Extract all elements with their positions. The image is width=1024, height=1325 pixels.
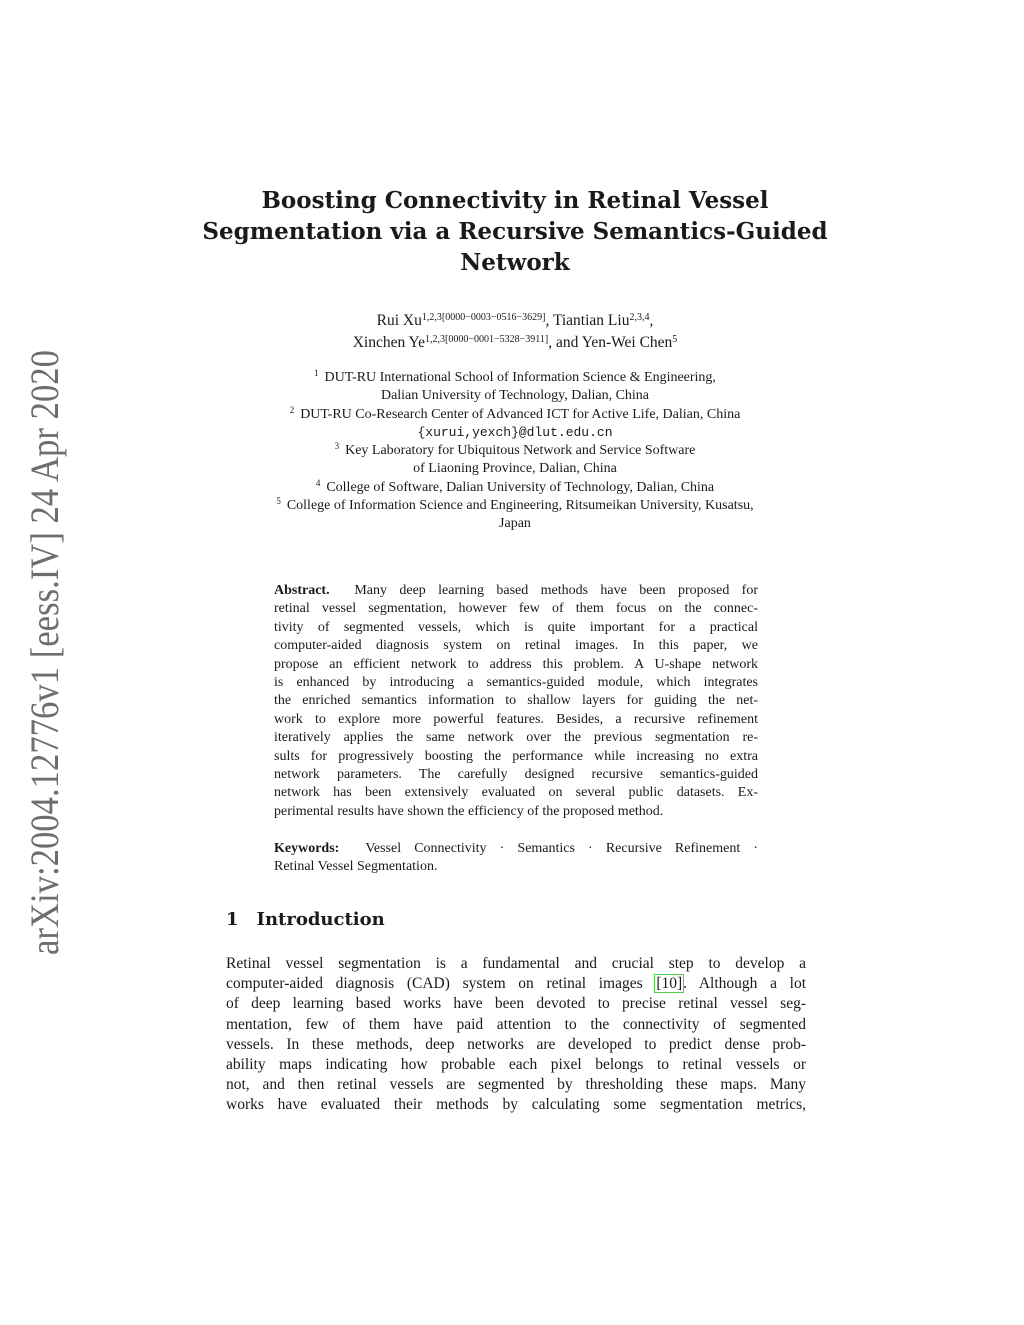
affiliation-5-number: 5 (276, 496, 281, 507)
author-affiliation-1: 1,2,3[0000−0003−0516−3629] (421, 312, 546, 323)
affiliation-4-number: 4 (315, 477, 321, 488)
abstract-line: work to explore more powerful features. Besides, a recursive refinement (274, 711, 758, 727)
author-email[interactable]: {xurui,yexch}@dlut.edu.cn (417, 424, 613, 440)
abstract-line: network parameters. The carefully designed recursive semantics-guided (274, 766, 758, 782)
affiliation-4-line-1: College of Software, Dalian University of Technology, Dalian, China (326, 479, 715, 495)
arxiv-identifier-text: arXiv:2004.12776v1 [eess.IV] 24 Apr 2020 (22, 257, 67, 955)
author-name-3: Xinchen Ye (352, 334, 426, 351)
title-line-2: Segmentation via a Recursive Semantics-Guided (202, 218, 828, 245)
affiliation-3 (200, 442, 830, 460)
abstract-line: retinal vessel segmentation, however few of them focus on the connec- (274, 601, 758, 617)
abstract-line: network has been extensively evaluated on several public datasets. Ex- (274, 785, 758, 801)
affiliation-1 (200, 369, 830, 387)
keywords-label: Keywords: (274, 841, 340, 856)
body-line: not, and then retinal vessels are segmented by thresholding these maps. Many (226, 1076, 806, 1094)
keywords-text-1: Vessel Connectivity · Semantics · Recursive Refinement · (365, 841, 759, 856)
author-name-2: , Tiantian Liu (545, 312, 630, 329)
abstract-line: computer-aided diagnosis system on retinal images. In this paper, we (274, 638, 758, 654)
affiliation-3-number: 3 (334, 441, 340, 452)
arxiv-identifier-stamp (10, 257, 70, 960)
title-line-3: Network (460, 249, 570, 276)
affiliation-1-number: 1 (314, 368, 319, 378)
author-affiliation-3: 1,2,3[0000−0001−5328−3911] (425, 334, 549, 345)
body-text-segment: computer-aided diagnosis (CAD) system on retinal images (226, 975, 656, 993)
citation-link[interactable]: [10] (656, 975, 683, 993)
abstract-line: tivity of segmented vessels, which is quite important for a practical (274, 619, 758, 635)
affiliation-3-line-2: of Liaoning Province, Dalian, China (413, 461, 617, 477)
abstract-line (274, 582, 758, 600)
author-separator: , (649, 312, 654, 329)
affiliation-1-line-2: Dalian University of Technology, Dalian, China (380, 388, 650, 404)
introduction-body (226, 954, 806, 1116)
author-name-1: Rui Xu (376, 312, 422, 329)
abstract-label: Abstract. (274, 583, 330, 598)
section-number: 1 (226, 909, 239, 930)
body-line: of deep learning based works have been devoted to precise retinal vessel seg- (226, 995, 806, 1013)
abstract-line: sults for progressively boosting the performance while increasing no extra (274, 748, 758, 764)
title-line-1: Boosting Connectivity in Retinal Vessel (261, 187, 769, 214)
arxiv-identifier-svg (10, 257, 70, 960)
abstract (274, 582, 758, 821)
author-affiliation-2: 2,3,4 (629, 312, 650, 323)
keywords-line (274, 840, 758, 858)
affiliation-5 (200, 497, 830, 515)
affiliation-5-line-1: College of Information Science and Engineering, Ritsumeikan University, Kusatsu, (286, 498, 754, 514)
affiliation-list (200, 369, 830, 534)
author-line-2 (200, 332, 830, 354)
abstract-line: propose an efficient network to address this problem. A U-shape network (274, 656, 758, 672)
author-affiliation-4: 5 (672, 334, 678, 345)
keywords (274, 840, 758, 877)
body-line: mentation, few of them have paid attention to the connectivity of segmented (226, 1015, 806, 1033)
body-line: Retinal vessel segmentation is a fundamental and crucial step to develop a (226, 955, 806, 972)
author-name-4: , and Yen-Wei Chen (548, 334, 673, 351)
affiliation-5-line-2: Japan (499, 516, 531, 532)
abstract-line: iteratively applies the same network over the previous segmentation re- (274, 730, 758, 746)
section-title: Introduction (256, 909, 385, 930)
body-line: works have evaluated their methods by calculating some segmentation metrics, (226, 1096, 806, 1114)
abstract-line: the enriched semantics information to shallow layers for guiding the net- (274, 693, 758, 709)
author-list (200, 310, 830, 354)
section-heading-introduction (226, 909, 385, 930)
author-line-1 (200, 310, 830, 332)
keywords-text-2: Retinal Vessel Segmentation. (274, 859, 438, 875)
affiliation-3-line-1: Key Laboratory for Ubiquitous Network and Service Software (345, 443, 696, 459)
abstract-text: Many deep learning based methods have been proposed for (354, 583, 759, 598)
abstract-line: is enhanced by introducing a semantics-guided module, which integrates (274, 674, 758, 690)
body-line (226, 974, 806, 994)
affiliation-2-number: 2 (289, 404, 295, 415)
body-text-segment: . Although a lot (683, 975, 806, 993)
abstract-line: perimental results have shown the efficiency of the proposed method. (274, 803, 664, 819)
affiliation-4 (200, 479, 830, 497)
paper-title (200, 185, 830, 278)
body-line: vessels. In these methods, deep networks are developed to predict dense prob- (226, 1035, 806, 1053)
body-line: ability maps indicating how probable each pixel belongs to retinal vessels or (226, 1055, 806, 1073)
affiliation-2-line-1: DUT-RU Co-Research Center of Advanced ICT for Active Life, Dalian, China (300, 406, 741, 422)
affiliation-2 (200, 406, 830, 424)
affiliation-1-line-1: DUT-RU International School of Information Science & Engineering, (324, 370, 716, 385)
